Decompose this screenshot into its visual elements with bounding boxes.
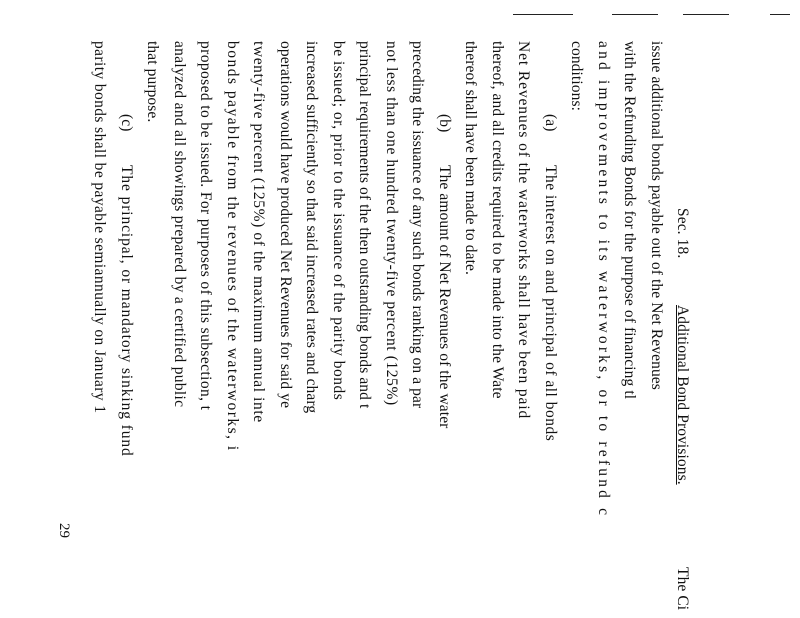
para-b-line-2: preceding the issuance of any such bonds ranking on a par bbox=[409, 41, 426, 409]
para-b-line-5: be issued; or, prior to the issuance of the parity bonds bbox=[330, 41, 347, 401]
para-b-line-6: increased sufficiently so that said increased rates and charg bbox=[303, 41, 320, 414]
para-b-line-9: bonds payable from the revenues of the waterworks, i bbox=[224, 41, 241, 452]
page-number-wrap bbox=[52, 0, 76, 618]
top-rule-2 bbox=[612, 14, 658, 15]
para-b-line-8: twenty-five percent (125%) of the maximum annual inte bbox=[250, 41, 267, 423]
top-rule-1 bbox=[513, 14, 573, 15]
para-a-label: (a) bbox=[542, 114, 559, 132]
section-line-2: issue additional bonds payable out of the Net Revenues bbox=[648, 41, 665, 390]
section-text: The Ci bbox=[674, 567, 691, 611]
rotated-text-block: Sec. 18. Additional Bond Provisions. The Ci issue additional bonds payable out of the Net Revenues with the Refunding Bonds for the purpose of financing tl and improvements to its waterworks, or to refund c conditions: (a) The interest on and principal of all bonds Net Revenues of the waterworks shall have been paid thereof, and all credits required to be made into the Wate thereof shall have been made to date. (b) The amount of Net Revenues of the water preceding the issuance of any such bonds ranking on a par not less than one hundred twenty-five percent (125%) principal requirements of the then outstanding bonds and t be issued; or, prior to the issuance of the parity bonds increased sufficiently so that said increased rates and charg operations would have produced Net Revenues for said ye twenty-five percent (125%) of the maximum annual inte bonds payable from the revenues of the waterworks, i proposed to be issued. For purposes of this subsection, t analyzed and all showings prepared by a certified public that purpose. (c) The principal, or mandatory sinking fund parity bonds shall be payable semiannually on January 1 bbox=[78, 41, 694, 618]
section-line-3: with the Refunding Bonds for the purpose of financing tl bbox=[621, 41, 638, 400]
section-number: Sec. 18. bbox=[674, 208, 691, 259]
section-line-5: conditions: bbox=[568, 41, 585, 111]
page-number: 29 bbox=[56, 523, 72, 538]
para-b-line-3: not less than one hundred twenty-five percent (125%) bbox=[383, 41, 400, 406]
para-b-line-4: principal requirements of the then outstanding bonds and t bbox=[356, 41, 373, 409]
para-b-label: (b) bbox=[436, 114, 453, 133]
section-line-4: and improvements to its waterworks, or to refund c bbox=[595, 41, 612, 519]
para-b-line-10: proposed to be issued. For purposes of this subsection, t bbox=[197, 41, 214, 411]
para-c-label: (c) bbox=[118, 114, 135, 132]
para-b-line-12: that purpose. bbox=[144, 41, 161, 123]
para-b-line-11: analyzed and all showings prepared by a certified public bbox=[171, 41, 188, 408]
para-a-line-3: thereof, and all credits required to be made into the Wate bbox=[489, 41, 506, 399]
document-page bbox=[78, 41, 694, 618]
para-c-line-2: parity bonds shall be payable semiannually on January 1 bbox=[91, 41, 108, 414]
para-a-line-2: Net Revenues of the waterworks shall have been paid bbox=[515, 41, 532, 420]
top-rule-3 bbox=[683, 14, 729, 15]
para-b-line-7: operations would have produced Net Revenues for said ye bbox=[277, 41, 294, 409]
para-a-line-4: thereof shall have been made to date. bbox=[462, 41, 479, 275]
section-title: Additional Bond Provisions. bbox=[674, 305, 691, 485]
top-rule-4 bbox=[770, 14, 790, 15]
